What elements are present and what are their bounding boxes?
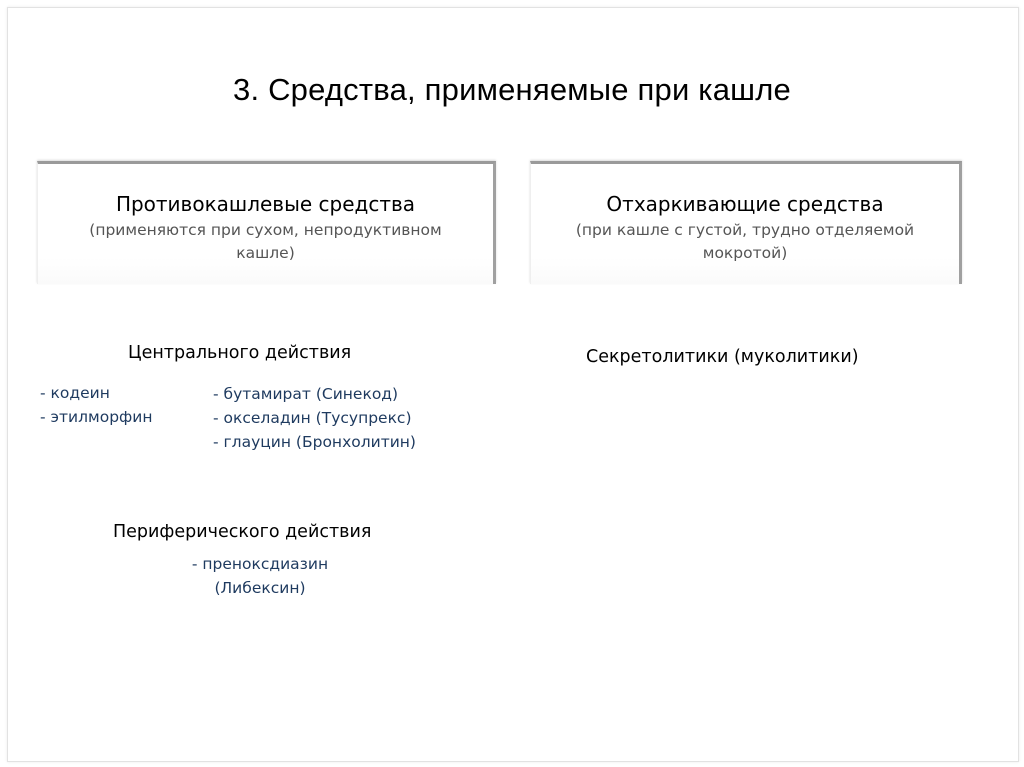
slide-title: 3. Средства, применяемые при кашле (233, 72, 791, 107)
expectorant-box (530, 161, 962, 284)
drug-codeine: - кодеин (40, 384, 110, 402)
antitussive-title: Противокашлевые средства (115, 192, 416, 216)
antitussive-subtitle (38, 219, 493, 265)
antitussive-subtitle-line1: (применяются при сухом, непродуктивном (89, 221, 442, 239)
peripheral-action-heading: Периферического действия (113, 522, 372, 542)
drug-butamirate: - бутамират (Синекод) (213, 385, 399, 403)
drug-ethylmorphine: - этилморфин (40, 408, 153, 426)
secretolytics-heading: Секретолитики (муколитики) (586, 347, 859, 367)
expectorant-subtitle (531, 219, 959, 265)
central-drugs-col2 (213, 382, 416, 454)
antitussive-box (37, 161, 496, 284)
antitussive-subtitle-line2: кашле) (236, 244, 295, 262)
central-drugs-col1 (40, 381, 153, 429)
expectorant-subtitle-line1: (при кашле с густой, трудно отделяемой (575, 221, 915, 239)
drug-oxeladin: - окселадин (Тусупрекс) (213, 409, 412, 427)
drug-glaucine: - глауцин (Бронхолитин) (213, 433, 416, 451)
drug-libexin: (Либексин) (214, 579, 306, 597)
drug-prenoxdiazine: - преноксдиазин (191, 555, 329, 573)
peripheral-drugs (150, 552, 370, 600)
central-action-heading: Центрального действия (128, 343, 352, 363)
expectorant-subtitle-line2: мокротой) (702, 244, 788, 262)
slide-frame (7, 7, 1019, 762)
expectorant-title: Отхаркивающие средства (606, 192, 884, 216)
